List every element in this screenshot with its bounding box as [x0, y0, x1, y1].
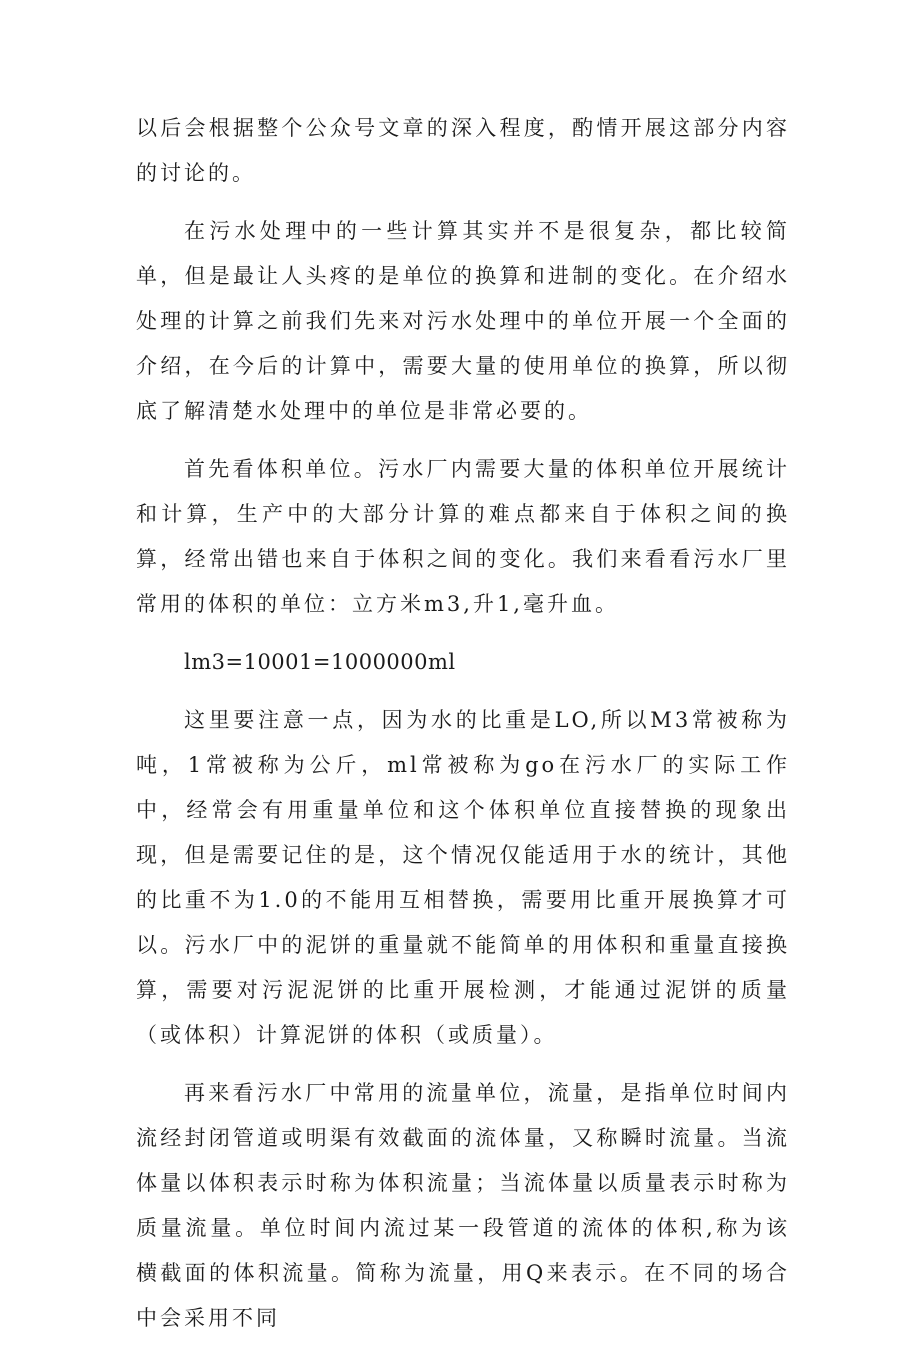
paragraph-1: 以后会根据整个公众号文章的深入程度，酌情开展这部分内容的讨论的。 [136, 116, 790, 185]
paragraph-3: 首先看体积单位。污水厂内需要大量的体积单位开展统计和计算，生产中的大部分计算的难点都来自于体积之间的换算，经常出错也来自于体积之间的变化。我们来看看污水厂里常用的体积的单位：立方米m3,升1,毫升血。 [136, 457, 790, 616]
paragraph-6: 再来看污水厂中常用的流量单位，流量，是指单位时间内流经封闭管道或明渠有效截面的流体量，又称瞬时流量。当流体量以体积表示时称为体积流量；当流体量以质量表示时称为质量流量。单位时间内流过某一段管道的流体的体积,称为该横截面的体积流量。简称为流量，用Q来表示。在不同的场合中会采用不同 [136, 1081, 790, 1330]
paragraph-2: 在污水处理中的一些计算其实并不是很复杂，都比较简单，但是最让人头疼的是单位的换算和进制的变化。在介绍水处理的计算之前我们先来对污水处理中的单位开展一个全面的介绍，在今后的计算中，需要大量的使用单位的换算，所以彻底了解清楚水处理中的单位是非常必要的。 [136, 219, 790, 423]
document-page [136, 106, 790, 1354]
paragraph-5: 这里要注意一点，因为水的比重是LO,所以M3常被称为吨，1常被称为公斤，ml常被称为go在污水厂的实际工作中，经常会有用重量单位和这个体积单位直接替换的现象出现，但是需要记住的是，这个情况仅能适用于水的统计，其他的比重不为1.0的不能用互相替换，需要用比重开展换算才可以。污水厂中的泥饼的重量就不能简单的用体积和重量直接换算，需要对污泥泥饼的比重开展检测，才能通过泥饼的质量（或体积）计算泥饼的体积（或质量）。 [136, 708, 790, 1047]
unit-conversion-formula: lm3=10001=1000000ml [184, 650, 456, 674]
